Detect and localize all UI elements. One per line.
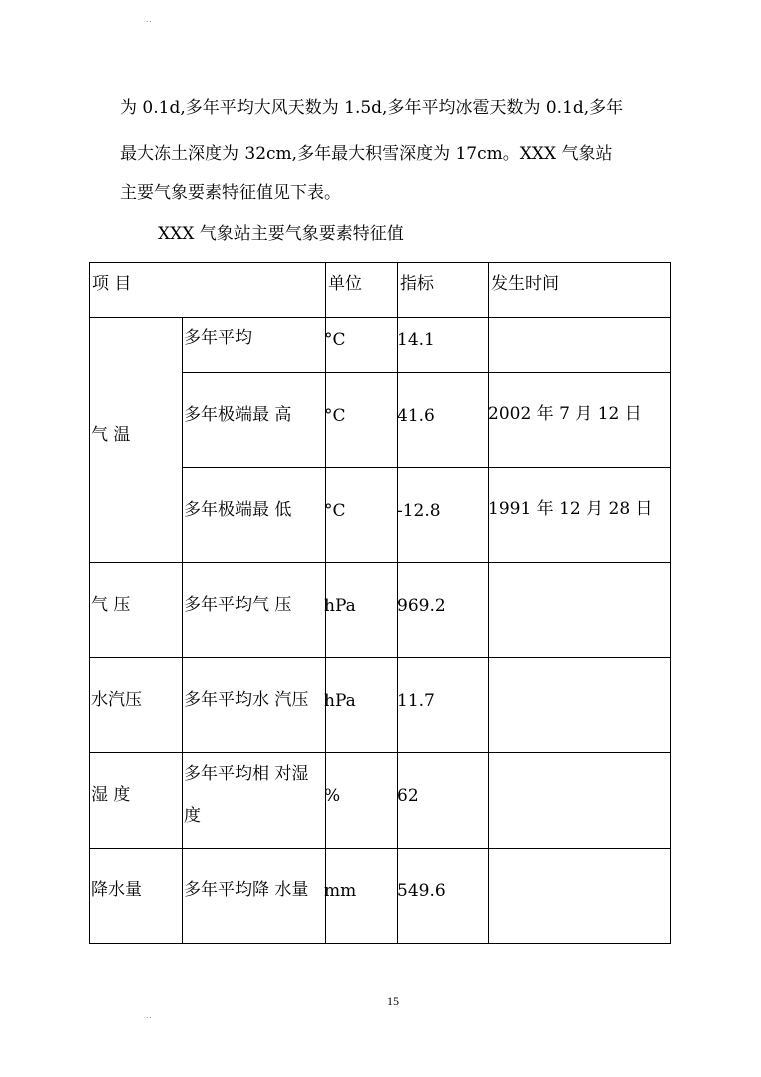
row-item: 多年极端最 高 — [184, 405, 292, 425]
table-rule — [89, 317, 671, 318]
group-precipitation: 降水量 — [91, 880, 142, 900]
header-value: 指标 — [400, 274, 434, 294]
table-border-left — [89, 262, 90, 944]
paragraph-line-3: 主要气象要素特征值见下表。 — [120, 183, 341, 203]
table-column-rule — [488, 262, 489, 944]
paragraph-line-2: 最大冻土深度为 32cm,多年最大积雪深度为 17cm。XXX 气象站 — [120, 144, 613, 164]
paragraph-line-1: 为 0.1d,多年平均大风天数为 1.5d,多年平均冰雹天数为 0.1d,多年 — [120, 98, 624, 118]
row-unit: °C — [324, 406, 346, 426]
row-value: 11.7 — [397, 691, 435, 711]
table-rule — [89, 657, 671, 658]
row-value: 41.6 — [397, 406, 435, 426]
header-unit: 单位 — [328, 274, 362, 294]
table-border-top — [89, 262, 671, 263]
row-value: 969.2 — [397, 596, 446, 616]
row-value: 14.1 — [397, 330, 435, 350]
table-caption: XXX 气象站主要气象要素特征值 — [158, 224, 404, 244]
row-value: -12.8 — [397, 501, 441, 521]
table-rule — [89, 848, 671, 849]
row-time: 2002 年 7 月 12 日 — [488, 404, 642, 424]
row-time: 1991 年 12 月 28 日 — [488, 499, 653, 519]
header-mark: .. — [146, 16, 153, 24]
row-value: 62 — [397, 786, 419, 806]
row-item: 多年平均 — [184, 328, 252, 348]
row-unit: °C — [324, 501, 346, 521]
table-rule — [182, 467, 671, 468]
row-unit: % — [324, 786, 341, 806]
climate-table — [89, 262, 671, 944]
row-item: 多年平均相 对湿 — [184, 764, 309, 784]
row-item: 多年平均降 水量 — [184, 880, 309, 900]
row-unit: °C — [324, 330, 346, 350]
row-item-continued: 度 — [184, 806, 201, 826]
group-vapor-pressure: 水汽压 — [91, 690, 142, 710]
row-item: 多年平均水 汽压 — [184, 690, 309, 710]
row-value: 549.6 — [397, 881, 446, 901]
table-column-rule — [182, 317, 183, 944]
page-number: 15 — [387, 994, 399, 1008]
group-pressure: 气 压 — [91, 595, 131, 615]
footer-mark: .. — [146, 1012, 153, 1020]
group-temperature: 气 温 — [91, 425, 131, 445]
row-item: 多年平均气 压 — [184, 595, 292, 615]
row-unit: hPa — [324, 596, 356, 616]
group-humidity: 湿 度 — [91, 785, 131, 805]
row-item: 多年极端最 低 — [184, 500, 292, 520]
header-item: 项 目 — [92, 274, 132, 294]
table-rule — [89, 752, 671, 753]
table-border-right — [670, 262, 671, 944]
table-border-bottom — [89, 943, 671, 944]
table-rule — [182, 372, 671, 373]
table-rule — [89, 562, 671, 563]
row-unit: mm — [324, 881, 357, 901]
row-unit: hPa — [324, 691, 356, 711]
header-time: 发生时间 — [491, 274, 559, 294]
